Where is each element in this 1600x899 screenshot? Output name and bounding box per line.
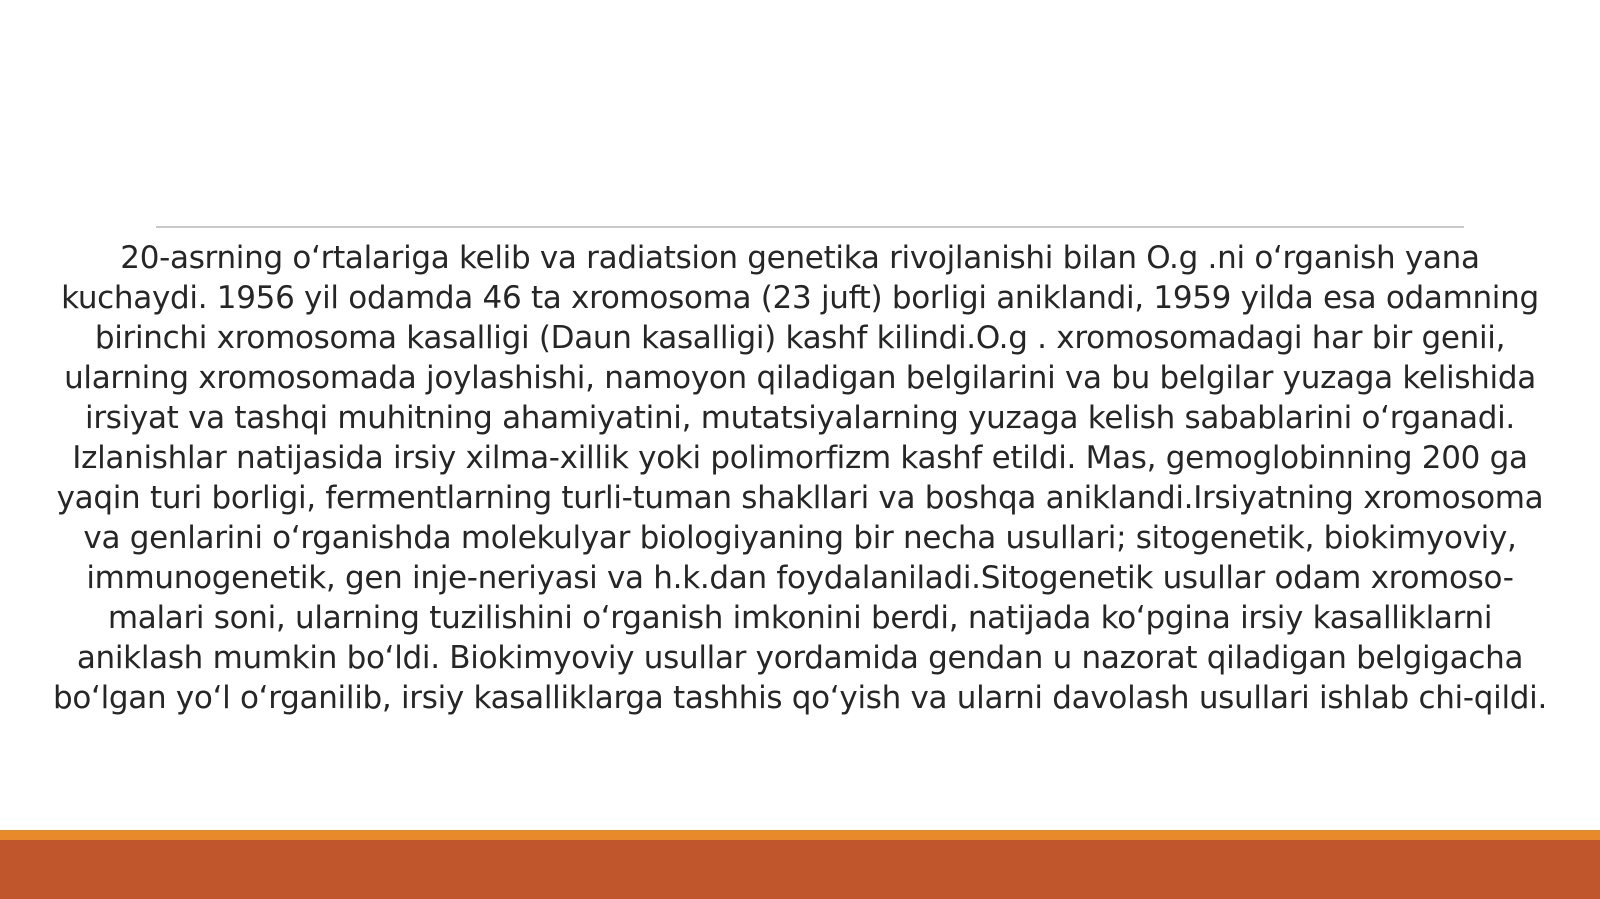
paragraph-line: bo‘lgan yo‘l o‘rganilib, irsiy kasalliklarga tashhis qo‘yish va ularni davolash usullari ishlab chi-qildi.: [53, 680, 1547, 716]
paragraph-line: 20-asrning o‘rtalariga kelib va radiatsion genetika rivojlanishi bilan O.g .ni o‘rganish yana: [120, 240, 1480, 276]
paragraph-line: Izlanishlar natijasida irsiy xilma-xillik yoki polimorfizm kashf etildi. Mas, gemoglobinning 200 ga: [72, 440, 1528, 476]
paragraph-line: birinchi xromosoma kasalligi (Daun kasalligi) kashf kilindi.O.g . xromosomadagi har bir genii,: [94, 320, 1506, 356]
paragraph-line: kuchaydi. 1956 yil odamda 46 ta xromosoma (23 juft) borligi aniklandi, 1959 yilda esa odamning: [61, 280, 1539, 316]
paragraph-line: yaqin turi borligi, fermentlarning turli-tuman shakllari va boshqa aniklandi.Irsiyatning xromosoma: [56, 480, 1544, 516]
footer-accent-stripe: [0, 830, 1600, 840]
paragraph-line: immunogenetik, gen inje-neriyasi va h.k.dan foydalaniladi.Sitogenetik usullar odam xromoso-: [86, 560, 1514, 596]
body-paragraph: [40, 238, 1560, 718]
paragraph-line: malari soni, ularning tuzilishini o‘rganish imkonini berdi, natijada ko‘pgina irsiy kasalliklarni: [107, 600, 1493, 636]
paragraph-line: ularning xromosomada joylashishi, namoyon qiladigan belgilarini va bu belgilar yuzaga kelishida: [64, 360, 1536, 396]
paragraph-line: va genlarini o‘rganishda molekulyar biologiyaning bir necha usullari; sitogenetik, biokimyoviy,: [83, 520, 1517, 556]
paragraph-line: aniklash mumkin bo‘ldi. Biokimyoviy usullar yordamida gendan u nazorat qiladigan belgigacha: [76, 640, 1524, 676]
footer-band: [0, 840, 1600, 899]
title-divider: [156, 226, 1464, 228]
paragraph-line: irsiyat va tashqi muhitning ahamiyatini, mutatsiyalarning yuzaga kelish sabablarini o‘rganadi.: [85, 400, 1515, 436]
